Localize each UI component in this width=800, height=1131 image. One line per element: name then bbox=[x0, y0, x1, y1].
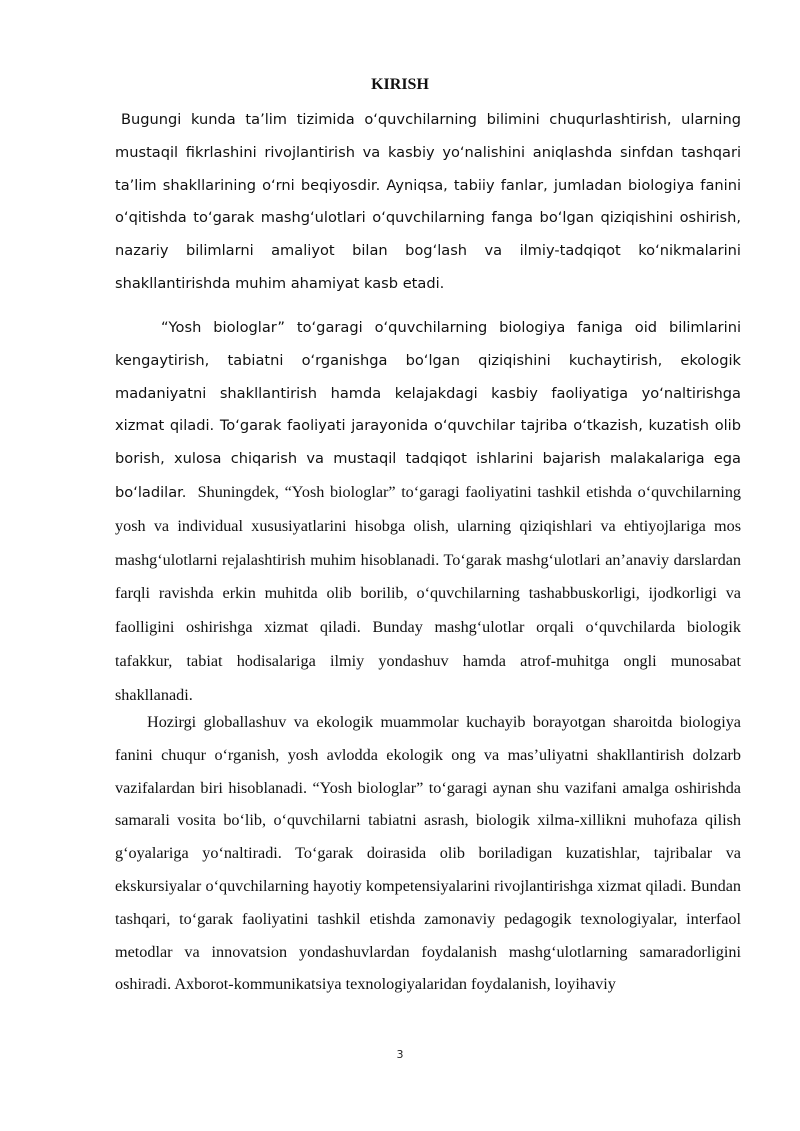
paragraph-3: Hozirgi globallashuv va ekologik muammolar kuchayib borayotgan sharoitda biologiya fanini chuqur o‘rganish, yosh avlodda ekologik ong va mas’uliyatni shakllantirish dolzarb vazifalardan biri hisoblanadi. “Yosh biologlar” to‘garagi aynan shu vazifani amalga oshirishda samarali vosita bo‘lib, o‘quvchilarni tabiatni asrash, biologik xilma-xillikni muhofaza qilish g‘oyalariga yo‘naltiradi. To‘garak doirasida olib boriladigan kuzatishlar, tajribalar va ekskursiyalar o‘quvchilarning hayotiy kompetensiyalarini rivojlantirishga xizmat qiladi. Bundan tashqari, to‘garak faoliyatini tashkil etishda zamonaviy pedagogik texnologiyalar, interfaol metodlar va innovatsion yondashuvlardan foydalanish mashg‘ulotlarning samaradorligini oshiradi. Axborot-kommunikatsiya texnologiyalaridan foydalanish, loyihaviy bbox=[115, 713, 741, 994]
paragraph-1: Bugungi kunda ta’lim tizimida o‘quvchilarning bilimini chuqurlashtirish, ularning mustaqil fikrlashini rivojlantirish va kasbiy yo‘nalishini aniqlashda sinfdan tashqari ta’lim shakllarining o‘rni beqiyosdir. Ayniqsa, tabiiy fanlar, jumladan biologiya fanini o‘qitishda to‘garak mashg‘ulotlari o‘quvchilarning fanga bo‘lgan qiziqishini oshirish, nazariy bilimlarni amaliyot bilan bog‘lash va ilmiy-tadqiqot ko‘nikmalarini shakllantirishda muhim ahamiyat kasb etadi. bbox=[115, 111, 741, 292]
paragraph-2 bbox=[115, 312, 741, 713]
paragraph-2-sans-text: “Yosh biologlar” to‘garagi o‘quvchilarning biologiya faniga oid bilimlarini kengaytirish, tabiatni o‘rganishga bo‘lgan qiziqishini kuchaytirish, ekologik madaniyatni shakllantirish hamda kelajakdagi kasbiy faoliyatiga yo‘naltirishga xizmat qiladi. To‘garak faoliyati jarayonida o‘quvchilar tajriba o‘tkazish, kuzatish olib borish, xulosa chiqarish va mustaqil tadqiqot ishlarini bajarish malakalariga ega bo‘ladilar. bbox=[115, 319, 741, 501]
page-number: 3 bbox=[396, 1048, 404, 1061]
paragraph-2-serif-text: Shuningdek, “Yosh biologlar” to‘garagi faoliyatini tashkil etishda o‘quvchilarning yosh va individual xususiyatlarini hisobga olish, ularning qiziqishlari va ehtiyojlariga mos mashg‘ulotlarni rejalashtirish muhim hisoblanadi. To‘garak mashg‘ulotlari an’anaviy darslardan farqli ravishda erkin muhitda olib borilib, o‘quvchilarning tashabbuskorligi, ijodkorligi va faolligini oshirishga xizmat qiladi. Bunday mashg‘ulotlar orqali o‘quvchilarda biologik tafakkur, tabiat hodisalariga ilmiy yondashuv hamda atrof-muhitga ongli munosabat shakllanadi. bbox=[115, 482, 742, 704]
page-title: KIRISH bbox=[371, 76, 429, 93]
